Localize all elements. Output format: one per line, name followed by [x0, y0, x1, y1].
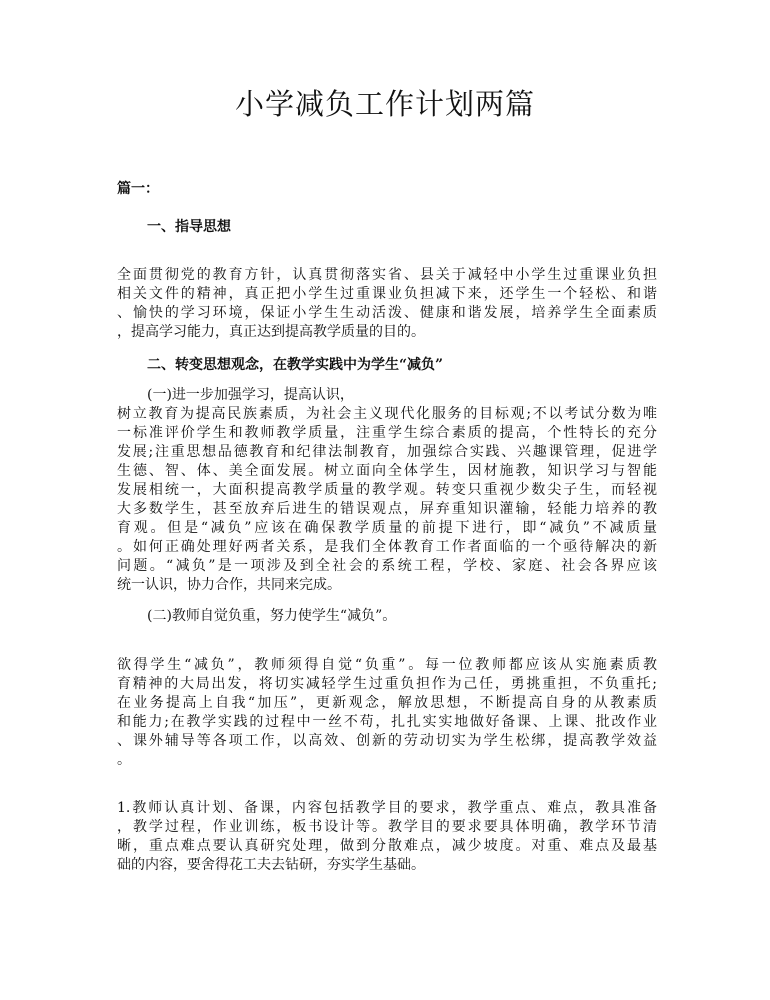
- paragraph-line: 、课外辅导等各项工作，以高效、创新的劳动切实为学生松绑，提高教学效益: [117, 733, 657, 749]
- paragraph-line: 一标准评价学生和教师教学质量，注重学生综合素质的提高，个性特长的充分: [117, 425, 657, 441]
- subsection2-paragraph: [117, 656, 657, 770]
- paragraph-line: 础的内容，要舍得花工夫去钻研，夯实学生基础。: [117, 857, 425, 873]
- section2-heading: 二、转变思想观念，在教学实践中为学生“减负”: [147, 357, 444, 373]
- paragraph-line: 育观。但是“减负”应该在确保教学质量的前提下进行，即“减负”不减质量: [117, 520, 657, 536]
- paragraph-line: 统一认识，协力合作，共同来完成。: [117, 577, 341, 593]
- paragraph-line: 发展相统一，大面积提高教学质量的教学观。转变只重视少数尖子生，而轻视: [117, 482, 657, 498]
- paragraph-line: 相关文件的精神，真正把小学生过重课业负担减下来，还学生一个轻松、和谐: [117, 286, 657, 302]
- paragraph-line: 。如何正确处理好两者关系，是我们全体教育工作者面临的一个亟待解决的新: [117, 539, 657, 555]
- paragraph-line: 大多数学生，甚至放弃后进生的错误观点，屏弃重知识灌输，轻能力培养的教: [117, 501, 657, 517]
- section1-heading: 一、指导思想: [147, 219, 231, 235]
- paragraph-line: 和能力;在教学实践的过程中一丝不苟，扎扎实实地做好备课、上课、批改作业: [117, 714, 657, 730]
- paragraph-line: 、愉快的学习环境，保证小学生生动活泼、健康和谐发展，培养学生全面素质: [117, 305, 657, 321]
- paragraph-line: 欲得学生“减负”，教师须得自觉“负重”。每一位教师都应该从实施素质教: [117, 657, 657, 673]
- paragraph-line: 生德、智、体、美全面发展。树立面向全体学生，因材施教，知识学习与智能: [117, 463, 657, 479]
- paragraph-line: 问题。“减负”是一项涉及到全社会的系统工程，学校、家庭、社会各界应该: [117, 558, 657, 574]
- paragraph-line: 。: [117, 752, 131, 768]
- document-title: 小学减负工作计划两篇: [234, 87, 535, 121]
- section1-paragraph: [117, 266, 657, 342]
- paragraph-line: 发展;注重思想品德教育和纪律法制教育，加强综合实践、兴趣课管理，促进学: [117, 444, 657, 460]
- paragraph-line: 晰，重点难点要认真研究处理，做到分散难点，减少坡度。对重、难点及最基: [117, 838, 657, 854]
- paragraph-line: 树立教育为提高民族素质，为社会主义现代化服务的目标观;不以考试分数为唯: [117, 406, 657, 422]
- part-label: 篇一：: [117, 181, 159, 197]
- subsection2-heading: (二)教师自觉负重，努力使学生“减负”。: [147, 608, 397, 624]
- paragraph-line: ，提高学习能力，真正达到提高教学质量的目的。: [117, 324, 425, 340]
- paragraph-line: 1.教师认真计划、备课，内容包括教学目的要求，教学重点、难点，教具准备: [117, 800, 657, 816]
- subsection1-paragraph: [117, 405, 657, 595]
- subsection1-heading: (一)进一步加强学习，提高认识，: [147, 387, 354, 403]
- paragraph-line: 在业务提高上自我“加压”，更新观念，解放思想，不断提高自身的从教素质: [117, 695, 657, 711]
- paragraph-line: 全面贯彻党的教育方针，认真贯彻落实省、县关于减轻中小学生过重课业负担: [117, 267, 657, 283]
- paragraph-line: ，教学过程，作业训练，板书设计等。教学目的要求要具体明确，教学环节清: [117, 819, 657, 835]
- paragraph-line: 育精神的大局出发，将切实减轻学生过重负担作为己任，勇挑重担，不负重托;: [117, 676, 657, 692]
- item1-paragraph: [117, 799, 657, 875]
